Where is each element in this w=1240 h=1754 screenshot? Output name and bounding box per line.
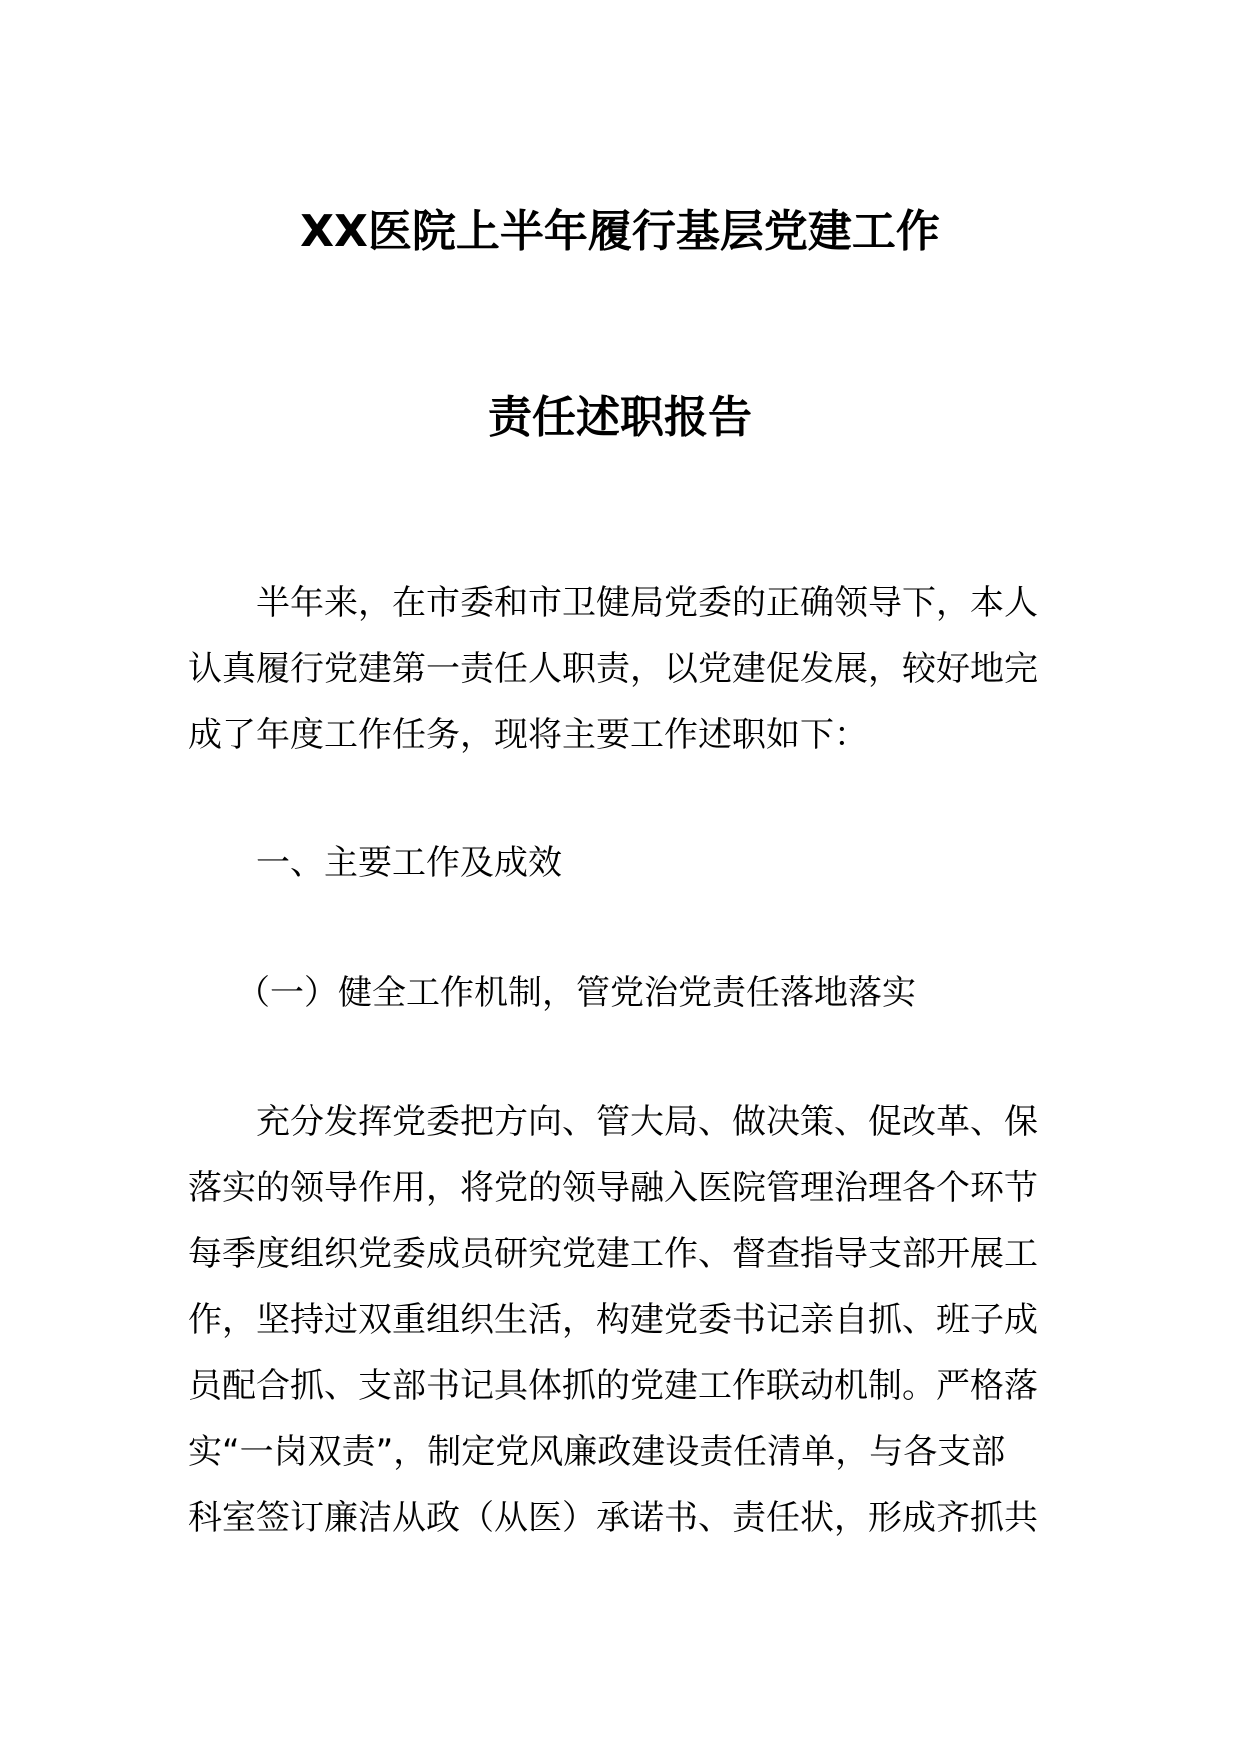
document-title-line-1: XX医院上半年履行基层党建工作 (300, 206, 940, 257)
document-title-line-2: 责任述职报告 (488, 392, 752, 443)
paragraph-line: 实“一岗双责”，制定党风廉政建设责任清单，与各支部 (188, 1432, 1006, 1472)
subsection-heading (188, 960, 1054, 1026)
paragraph-line: 落实的领导作用，将党的领导融入医院管理治理各个环节 (188, 1168, 1038, 1208)
paragraph-line: 半年来，在市委和市卫健局党委的正确领导下，本人 (256, 583, 1038, 623)
paragraph-line: 成了年度工作任务，现将主要工作述职如下： (188, 715, 868, 755)
paragraph-line: 充分发挥党委把方向、管大局、做决策、促改革、保 (256, 1102, 1038, 1142)
intro-paragraph (188, 570, 1054, 768)
subsection-heading-text: （一）健全工作机制，管党治党责任落地落实 (236, 973, 916, 1013)
section-heading-text: 一、主要工作及成效 (256, 843, 562, 883)
paragraph-line: 认真履行党建第一责任人职责，以党建促发展，较好地完 (188, 649, 1038, 689)
paragraph-line: 每季度组织党委成员研究党建工作、督查指导支部开展工 (188, 1234, 1038, 1274)
body-paragraph (188, 1089, 1054, 1551)
section-heading (188, 830, 1054, 896)
paragraph-line: 科室签订廉洁从政（从医）承诺书、责任状，形成齐抓共 (188, 1498, 1038, 1538)
paragraph-line: 作，坚持过双重组织生活，构建党委书记亲自抓、班子成 (188, 1300, 1038, 1340)
paragraph-line: 员配合抓、支部书记具体抓的党建工作联动机制。严格落 (188, 1366, 1038, 1406)
